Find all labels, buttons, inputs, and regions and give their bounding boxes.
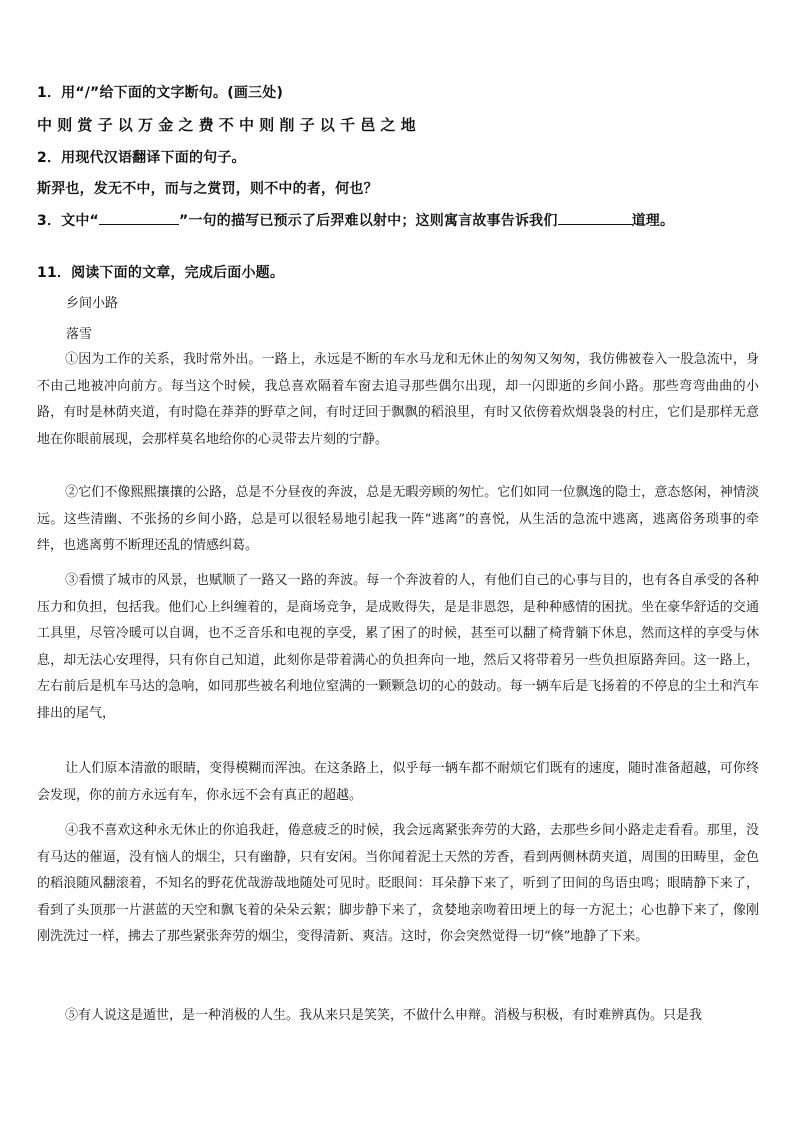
article-paragraph: ②它们不像熙熙攘攘的公路，总是不分昼夜的奔波，总是无暇旁顾的匆忙。它们如同一位飘逸的隐士，意态悠闲，神情淡远。这些清幽、不张扬的乡间小路，总是可以很轻易地引起我一阵“逃离”的喜悦，从生活的急流中逃离，逃离俗务琐事的牵绊，也逃离剪不断理还乱的情感纠葛。 [37,485,759,554]
q1-instruction: 1．用“/”给下面的文字断句。(画三处) [37,85,284,101]
q3-blank-2[interactable] [558,212,632,225]
article-paragraph: ①因为工作的关系，我时常外出。一路上，永远是不断的车水马龙和无休止的匆匆又匆匆，我仿佛被卷入一股急流中，身不由己地被冲向前方。每当这个时候，我总喜欢隔着车窗去追寻那些偶尔出现，却一闪即逝的乡间小路。那些弯弯曲曲的小路，有时是林荫夹道，有时隐在莽莽的野草之间，有时迂回于飘飘的稻浪里，有时又依傍着炊烟袅袅的村庄，它们是那样无意地在你眼前展现，会那样莫名地给你的心灵带去片刻的宁静。 [37,352,759,447]
q3-blank-1[interactable] [99,212,179,225]
article-author: 落雪 [66,327,93,342]
article-paragraph: ③看惯了城市的风景，也赋顺了一路又一路的奔波。每一个奔波着的人，有他们自己的心事与目的，也有各自承受的各种压力和负担，包括我。他们心上纠缠着的，是商场竞争，是成败得失，是是非恩怨，是种种感情的困扰。坐在豪华舒适的交通工具里，尽管冷暖可以自调，也不乏音乐和电视的享受，累了困了的时候，甚至可以翻了椅背躺下休息，然而这样的享受与休息，却无法心安理得，只有你自己知道，此刻你是带着满心的负担奔向一地，然后又将带着另一些负担原路奔回。这一路上，左右前后是机车马达的急响，如同那些被名利地位窒满的一颗颗急切的心的鼓动。每一辆车后是飞扬着的不停息的尘土和汽车排出的尾气， [37,573,759,721]
article-paragraph: ⑤有人说这是遁世，是一种消极的人生。我从来只是笑笑，不做什么申辩。消极与积极，有时难辨真伪。只是我 [65,1008,703,1023]
article-paragraph: 让人们原本清澈的眼睛，变得模糊而浑浊。在这条路上，似乎每一辆车都不耐烦它们既有的速度，随时准备超越，可你终会发现，你的前方永远有车，你永远不会有真正的超越。 [37,761,759,803]
q2-sentence: 斯羿也，发无不中，而与之赏罚，则不中的者，何也？ [37,181,378,197]
q3-text-part1: 3．文中“ [37,213,99,229]
article-paragraph: ④我不喜欢这种永无休止的你追我赶，倦意疲乏的时候，我会远离紧张奔劳的大路，去那些乡间小路走走看看。那里，没有马达的催逼，没有恼人的烟尘，只有幽静，只有安闲。当你闻着泥土天然的芳香，看到两侧林荫夹道，周围的田畴里，金色的稻浪随风翻滚着，不知名的野花优哉游哉地随处可见时。眨眼间：耳朵静下来了，听到了田间的鸟语虫鸣；眼睛静下来了，看到了头顶那一片湛蓝的天空和飘飞着的朵朵云絮；脚步静下来了，贪婪地亲吻着田埂上的每一方泥土；心也静下来了，像刚刚洗洗过一样，拂去了那些紧张奔劳的烟尘，变得清新、爽洁。这时，你会突然觉得一切“倏”地静了下来。 [37,823,759,945]
q3-text-part2: ”一句的描写已预示了后羿难以射中；这则寓言故事告诉我们 [178,213,558,229]
q11-instruction: 11．阅读下面的文章，完成后面小题。 [37,265,285,281]
q2-instruction: 2．用现代汉语翻译下面的句子。 [37,150,246,166]
article-title: 乡间小路 [66,296,119,311]
q3-text-part3: 道理。 [631,213,675,229]
q3-question [37,210,674,230]
q1-classical-text: 中则赏子以万金之费不中则削子以千邑之地 [37,116,421,134]
